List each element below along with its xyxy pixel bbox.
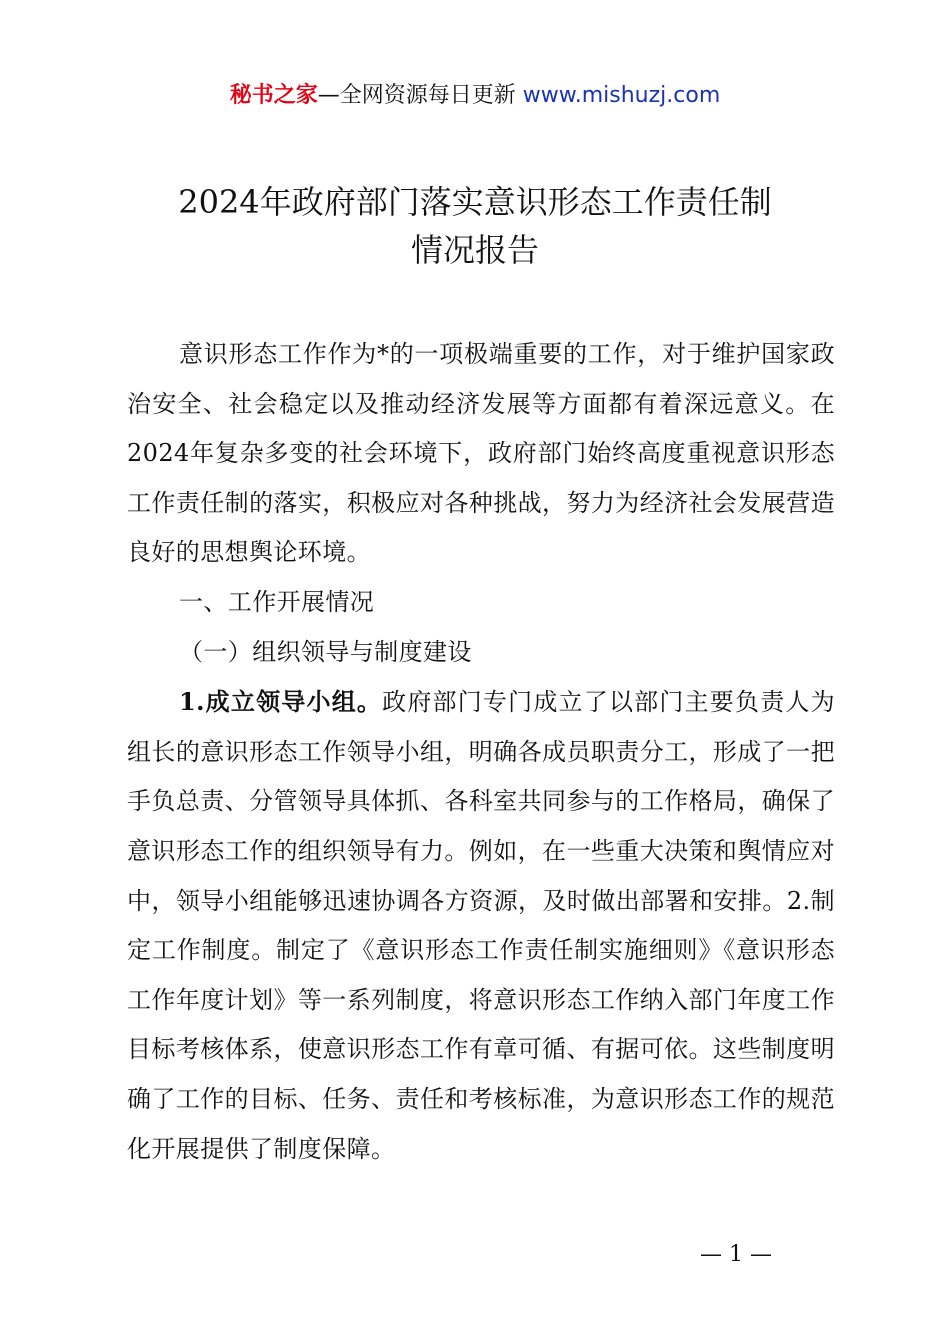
paragraph-lead: 1.成立领导小组。 <box>179 687 383 717</box>
document-title <box>0 178 950 274</box>
header-url[interactable]: www.mishuzj.com <box>522 83 721 108</box>
document-body <box>127 330 835 1174</box>
site-header <box>0 80 950 112</box>
page-number: — 1 — <box>700 1242 772 1267</box>
brand-name: 秘书之家 <box>229 83 318 108</box>
title-line-2: 情况报告 <box>410 231 539 269</box>
body-paragraph-1 <box>127 677 835 1174</box>
intro-paragraph: 意识形态工作作为*的一项极端重要的工作，对于维护国家政治安全、社会稳定以及推动经济发展等方面都有着深远意义。在2024年复杂多变的社会环境下，政府部门始终高度重视意识形态工作责任制的落实，积极应对各种挑战，努力为经济社会发展营造良好的思想舆论环境。 <box>127 340 835 567</box>
header-slogan: —全网资源每日更新 <box>317 83 523 108</box>
subsection-heading: （一）组织领导与制度建设 <box>179 637 472 666</box>
title-line-1: 2024年政府部门落实意识形态工作责任制 <box>178 183 772 221</box>
paragraph-text: 政府部门专门成立了以部门主要负责人为组长的意识形态工作领导小组，明确各成员职责分工，形成了一把手负总责、分管领导具体抓、各科室共同参与的工作格局，确保了意识形态工作的组织领导有力。例如，在一些重大决策和舆情应对中，领导小组能够迅速协调各方资源，及时做出部署和安排。2.制定工作制度。制定了《意识形态工作责任制实施细则》《意识形态工作年度计划》等一系列制度，将意识形态工作纳入部门年度工作目标考核体系，使意识形态工作有章可循、有据可依。这些制度明确了工作的目标、任务、责任和考核标准，为意识形态工作的规范化开展提供了制度保障。 <box>127 688 836 1163</box>
section-heading: 一、工作开展情况 <box>179 587 375 616</box>
